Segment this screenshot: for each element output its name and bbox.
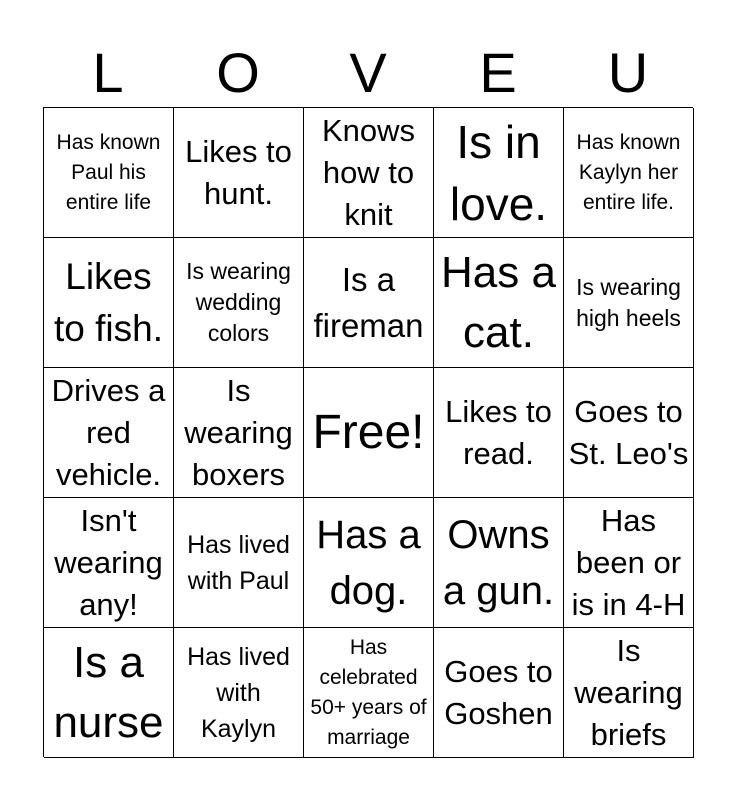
bingo-cell[interactable]: [434, 108, 564, 238]
bingo-cell[interactable]: [434, 498, 564, 628]
bingo-cell[interactable]: [304, 238, 434, 368]
bingo-cell[interactable]: [44, 108, 174, 238]
cell-text: Is a nurse: [53, 637, 164, 747]
cell-text: Knows how to knit: [321, 112, 416, 232]
bingo-header: [43, 38, 693, 108]
cell-text: Is wearing high heels: [576, 273, 681, 331]
cell-text: Is in love.: [449, 115, 548, 230]
header-letter-v: V: [349, 41, 387, 104]
header-letter-o: O: [216, 41, 260, 104]
cell-text: Has a dog.: [316, 512, 421, 613]
bingo-board: [43, 107, 693, 757]
cell-text: Likes to read.: [445, 393, 552, 471]
bingo-cell[interactable]: [434, 238, 564, 368]
bingo-cell[interactable]: [564, 238, 694, 368]
bingo-cell[interactable]: [44, 498, 174, 628]
header-letter-u: U: [607, 41, 649, 104]
cell-text: Drives a red vehicle.: [51, 372, 166, 492]
bingo-cell[interactable]: [174, 368, 304, 498]
bingo-cell[interactable]: [564, 108, 694, 238]
bingo-cell[interactable]: [434, 368, 564, 498]
cell-text: Is wearing briefs: [574, 632, 683, 752]
cell-text: Has a cat.: [441, 247, 556, 357]
bingo-cell[interactable]: [304, 498, 434, 628]
bingo-cell[interactable]: [564, 368, 694, 498]
bingo-cell[interactable]: [434, 628, 564, 758]
bingo-cell[interactable]: [44, 628, 174, 758]
header-letter-l: L: [92, 41, 124, 104]
cell-text: Free!: [312, 405, 425, 459]
header-letter-e: E: [479, 41, 517, 104]
cell-text: Goes to St. Leo's: [568, 393, 689, 471]
bingo-cell[interactable]: [44, 368, 174, 498]
cell-text: Has celebrated 50+ years of marriage: [310, 635, 427, 749]
cell-text: Isn't wearing any!: [54, 502, 163, 622]
bingo-cell[interactable]: [174, 238, 304, 368]
cell-text: Likes to hunt.: [185, 133, 292, 211]
cell-text: Is a fireman: [313, 260, 424, 344]
cell-text: Is wearing wedding colors: [186, 258, 291, 346]
bingo-cell[interactable]: [174, 498, 304, 628]
cell-text: Has lived with Paul: [187, 530, 290, 595]
bingo-cell[interactable]: [304, 628, 434, 758]
bingo-cell[interactable]: [564, 498, 694, 628]
cell-text: Has known Kaylyn her entire life.: [576, 130, 681, 214]
bingo-cell[interactable]: [174, 628, 304, 758]
cell-text: Has known Paul his entire life: [56, 130, 161, 214]
cell-text: Is wearing boxers: [184, 372, 293, 492]
cell-text: Owns a gun.: [442, 512, 555, 613]
cell-text: Likes to fish.: [54, 255, 163, 349]
bingo-cell[interactable]: [304, 108, 434, 238]
bingo-cell[interactable]: [174, 108, 304, 238]
cell-text: Has been or is in 4-H: [571, 502, 686, 622]
bingo-cell[interactable]: [44, 238, 174, 368]
cell-text: Goes to Goshen: [444, 653, 553, 731]
bingo-cell-free[interactable]: [304, 368, 434, 498]
cell-text: Has lived with Kaylyn: [187, 642, 290, 743]
bingo-cell[interactable]: [564, 628, 694, 758]
